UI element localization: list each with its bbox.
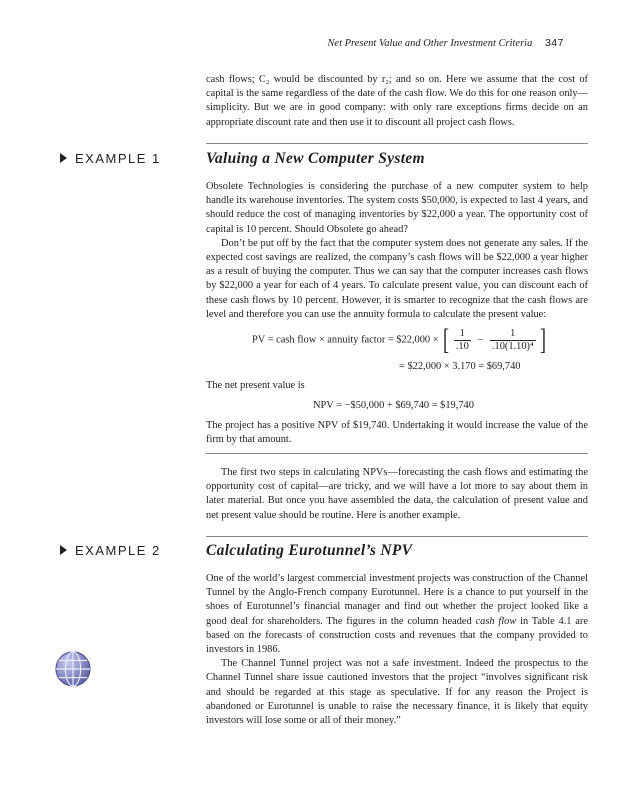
running-head [327,37,564,49]
example-1-paragraph-2: Don’t be put off by the fact that the computer system does not generate any sales. If the expected cost savings are realized, the company’s cash flows will be $22,000 a year higher as a result of buying the computer. Thus we can say that the computer increases cash flows by $22,000 a year for each of 4 years. To calculate present value, you can discount each of these cash flows by 10 percent. However, it is smarter to recognize that the cash flows are level and therefore you can use the annuity formula to calculate the present value: [206,237,588,320]
example-2-paragraph-2: The Channel Tunnel project was not a safe investment. Indeed the prospectus to the Channel Tunnel share issue cautioned investors that the project “involves significant risk and should be regarded at this stage as speculative. If for any reason the Project is abandoned or Eurotunnel is unable to raise the necessary finance, it is likely that equity investors will lose some or all of their money.” [206,658,588,727]
section-rule-top-example-2 [206,536,588,537]
npv-intro-text [206,379,588,393]
example-1-paragraph-3: The net present value is [206,380,305,391]
middle-text [206,466,588,523]
example-1-title: Valuing a New Computer System [206,150,425,167]
intro-paragraph: cash flows; C₂ would be discounted by r₂; and so on. Here we assume that the cost of capital is the same regardless of the date of the cash flow. We do this for one reason only—simplicity. But we are in good company: with only rare exceptions firms decide on an appropriate discount rate and then use it to discount all project cash flows. [206,74,588,128]
globe-icon[interactable] [54,650,92,688]
fraction-1: $\frac{1}{.10}$ [455,327,469,352]
pv-result-equation: = $22,000 × 3.170 = $69,740 [399,361,521,372]
pv-equation-lhs: PV = cash flow × annuity factor = $22,000 × [252,334,439,346]
fraction-2: $\frac{1}{\text{.10(1.10)⁴}}$ [491,327,534,352]
right-bracket-icon: ] [540,323,547,356]
section-rule-bottom-example-1 [206,453,588,454]
example-1-paragraph-4: The project has a positive NPV of $19,740. Undertaking it would increase the value of the firm by that amount. [206,420,588,446]
triangle-marker-icon [60,153,67,163]
example-1-conclusion [206,419,588,447]
intro-text [206,73,588,130]
pv-equation [252,323,548,356]
left-bracket-icon: [ [443,323,450,356]
page-number: 347 [544,37,564,49]
example-1-label: EXAMPLE 1 [60,151,161,166]
triangle-marker-icon [60,545,67,555]
example-1-paragraph-1: Obsolete Technologies is considering the purchase of a new computer system to help handle its warehouse inventories. The system costs $50,000, is expected to last 4 years, and should reduce the cost of managing inventories by $22,000 a year. The opportunity cost of capital is 10 percent. Should Obsolete go ahead? [206,181,588,235]
minus-sign: − [477,334,484,346]
example-2-title: Calculating Eurotunnel’s NPV [206,542,413,559]
example-1-body [206,180,588,322]
npv-equation: NPV = −$50,000 + $69,740 = $19,740 [313,400,474,411]
section-rule-top-example-1 [206,143,588,144]
middle-paragraph: The first two steps in calculating NPVs—forecasting the cash flows and estimating the opportunity cost of capital—are tricky, and we will have a lot more to say about them in later material. But once you have assembled the data, the calculation of present value and net present value should be routine. Here is another example. [206,467,588,521]
example-2-label: EXAMPLE 2 [60,543,161,558]
example-2-paragraph-1: One of the world’s largest commercial investment projects was construction of the Channel Tunnel by the Anglo-French company Eurotunnel. Here is a chance to put yourself in the shoes of Eurotunnel’s financial manager and find out whether the project looked like a good deal for shareholders. The figures in the column headed cash flow in Table 4.1 are based on the forecasts of construction costs and revenues that the company provided to investors in 1986. [206,573,588,656]
example-2-body [206,572,588,728]
running-head-title: Net Present Value and Other Investment Criteria [327,38,533,49]
